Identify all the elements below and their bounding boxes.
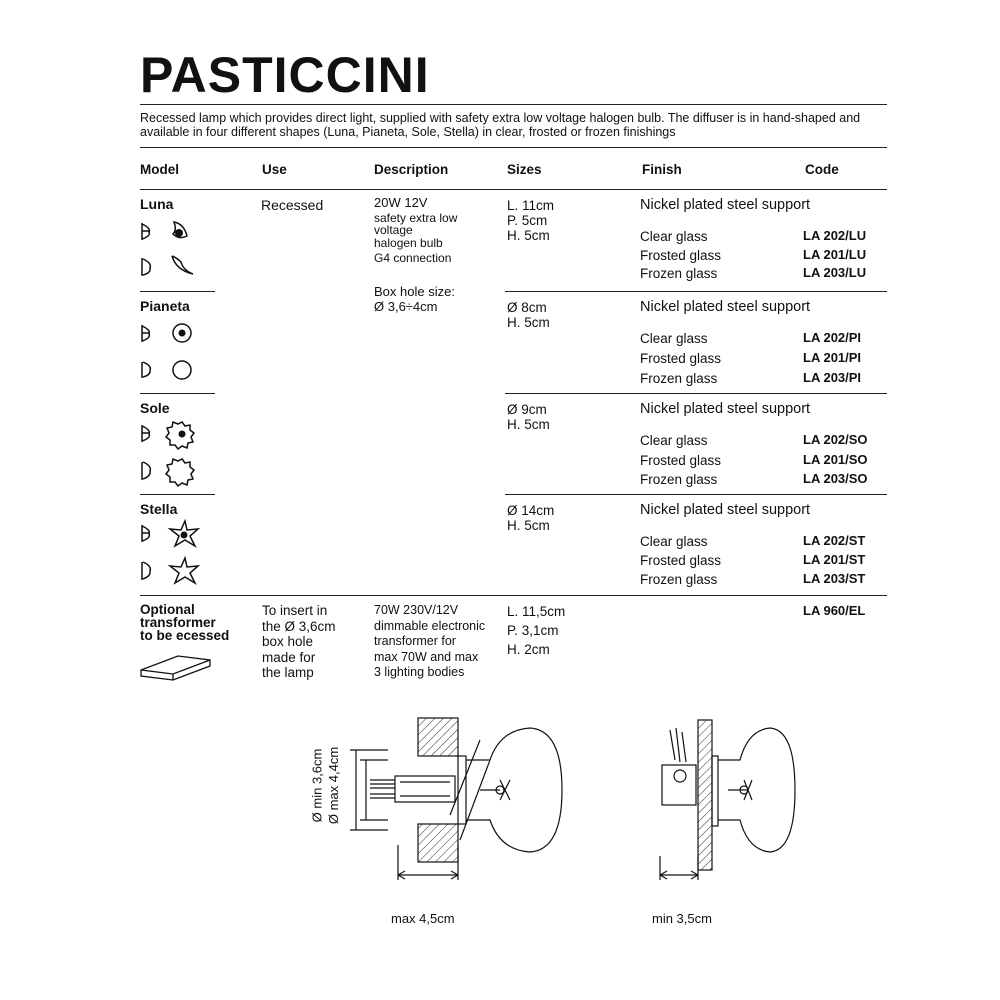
sizes-pianeta (507, 300, 550, 330)
transformer-model (140, 603, 229, 642)
finish-glass: Frosted glass (640, 453, 722, 468)
size-line: Ø 14cm (507, 503, 555, 518)
description-line: G4 connection (374, 250, 452, 265)
left-caption: max 4,5cm (391, 911, 455, 926)
finish-glass: Frozen glass (640, 472, 718, 487)
finish-glass: Clear glass (640, 433, 708, 448)
model-name-luna: Luna (140, 196, 174, 212)
transformer-use-line: made for (262, 649, 316, 665)
model-name-stella: Stella (140, 501, 178, 517)
header-finish: Finish (642, 162, 682, 177)
support-luna: Nickel plated steel support (640, 197, 811, 213)
box-hole-label: Box hole size: (374, 284, 455, 299)
header-code: Code (805, 162, 839, 177)
finish-glass: Frozen glass (640, 266, 718, 281)
product-code: LA 203/PI (803, 370, 862, 385)
drawing-left (300, 700, 600, 900)
transformer-size-line: L. 11,5cm (507, 604, 566, 619)
row-rule-model (140, 494, 215, 495)
product-code: LA 203/SO (803, 471, 868, 486)
transformer-description-line: dimmable electronic (374, 618, 486, 633)
finish-glass: Clear glass (640, 534, 708, 549)
product-code: LA 203/ST (803, 571, 866, 586)
finish-glass: Frosted glass (640, 351, 722, 366)
use-text: Recessed (261, 197, 324, 213)
header-description: Description (374, 162, 449, 177)
header-use: Use (262, 162, 287, 177)
size-line: L. 11cm (507, 198, 555, 213)
box-hole-value: Ø 3,6÷4cm (374, 298, 438, 314)
transformer-model-line: Optional (140, 602, 195, 617)
header-top-rule (140, 147, 887, 148)
transformer-icon (138, 652, 218, 682)
transformer-use-line: the lamp (262, 665, 314, 680)
left-dimension-labels (309, 740, 342, 830)
transformer-size-line: P. 3,1cm (507, 623, 559, 638)
header-sizes: Sizes (507, 162, 542, 177)
size-line: Ø 9cm (507, 402, 547, 417)
transformer-description-line: transformer for (374, 634, 456, 648)
size-line: Ø 8cm (507, 300, 547, 315)
transformer-use-line: the Ø 3,6cm (262, 618, 336, 634)
product-code: LA 201/PI (803, 350, 862, 365)
finish-glass: Clear glass (640, 229, 708, 244)
support-stella: Nickel plated steel support (640, 502, 811, 518)
transformer-description-line: 70W 230V/12V (374, 603, 459, 617)
sizes-luna (507, 198, 554, 243)
luna-icons (137, 218, 217, 283)
row-rule-right (505, 393, 887, 394)
intro-text: Recessed lamp which provides direct light, supplied with safety extra low voltage halogen bulb. The diffuser is in hand-shaped and available in four different shapes (Luna, Pianeta, Sole, Stella) in clear, frosted or frozen finishings (140, 111, 861, 139)
sizes-stella (507, 503, 554, 533)
size-line: H. 5cm (507, 228, 550, 243)
product-code: LA 201/SO (803, 452, 868, 467)
finish-glass: Frozen glass (640, 572, 718, 587)
header-model: Model (140, 162, 179, 177)
transformer-code: LA 960/EL (803, 603, 866, 618)
finish-glass: Clear glass (640, 331, 708, 346)
transformer-use-line: box hole (262, 634, 314, 649)
stella-icons (137, 520, 217, 590)
product-code: LA 201/LU (803, 247, 867, 262)
finish-glass: Frosted glass (640, 553, 722, 568)
description-line: 20W 12V (374, 195, 428, 210)
transformer-description-line: 3 lighting bodies (374, 665, 465, 679)
transformer-use-line: To insert in (262, 603, 328, 618)
sole-icons (137, 420, 217, 490)
description-line: voltage (374, 223, 413, 237)
transformer-model-line: to be ecessed (140, 628, 230, 643)
dimension-min-label: Ø min 3,6cm (309, 748, 325, 823)
finish-glass: Frozen glass (640, 371, 718, 386)
row-rule-model (140, 291, 215, 292)
pianeta-icons (137, 320, 217, 385)
model-name-sole: Sole (140, 400, 170, 416)
product-code: LA 203/LU (803, 265, 867, 280)
product-code: LA 202/SO (803, 432, 868, 447)
product-code: LA 202/PI (803, 330, 862, 345)
model-name-pianeta: Pianeta (140, 298, 190, 314)
size-line: H. 5cm (507, 518, 550, 533)
transformer-model-line: transformer (140, 615, 216, 630)
page-title: PASTICCINI (140, 47, 430, 103)
description-line: safety extra low (374, 210, 458, 225)
description-line: halogen bulb (374, 236, 443, 250)
row-rule-right (505, 291, 887, 292)
transformer-description (374, 603, 485, 681)
transformer-size-line: H. 2cm (507, 642, 550, 657)
title-rule (140, 104, 887, 105)
dimension-max-label: Ø max 4,4cm (326, 746, 342, 825)
row-rule-right (505, 494, 887, 495)
size-line: P. 5cm (507, 213, 548, 228)
drawing-right (640, 710, 800, 890)
row-rule-model (140, 393, 215, 394)
transformer-use (262, 603, 336, 681)
size-line: H. 5cm (507, 315, 550, 330)
sizes-sole (507, 402, 550, 432)
right-caption: min 3,5cm (652, 911, 712, 926)
product-code: LA 202/LU (803, 228, 867, 243)
size-line: H. 5cm (507, 417, 550, 432)
finish-glass: Frosted glass (640, 248, 722, 263)
product-code: LA 201/ST (803, 552, 866, 567)
description-block (374, 196, 457, 265)
transformer-sizes (507, 602, 565, 659)
support-pianeta: Nickel plated steel support (640, 299, 811, 315)
transformer-description-line: max 70W and max (374, 649, 479, 664)
header-bottom-rule (140, 189, 887, 190)
box-hole-block (374, 285, 455, 314)
row-rule-full (140, 595, 887, 596)
product-code: LA 202/ST (803, 533, 866, 548)
support-sole: Nickel plated steel support (640, 401, 811, 417)
